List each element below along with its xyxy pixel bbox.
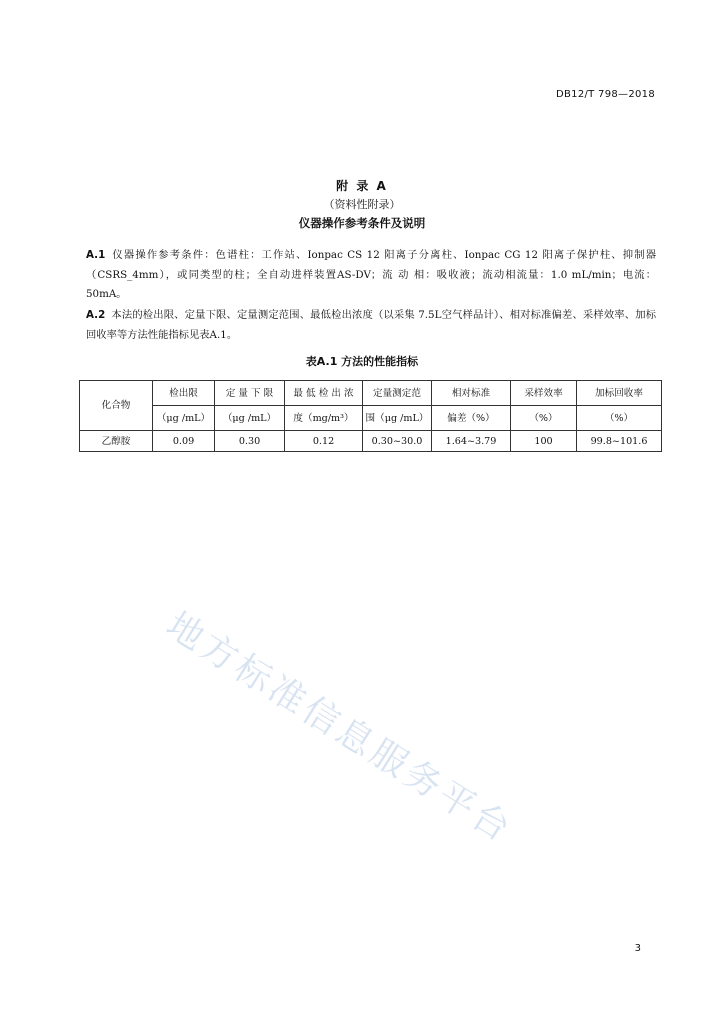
header-unit-cell: （μg /mL） (215, 406, 285, 431)
appendix-type: （资料性附录） (323, 198, 401, 211)
table-cell: 99.8~101.6 (577, 431, 662, 452)
header-cell: 检出限 (153, 381, 215, 406)
table-row (80, 431, 662, 452)
header-cell: 定 量 下 限 (215, 381, 285, 406)
section-text: 仪器操作参考条件：色谱柱：工作站、Ionpac CS 12 阳离子分离柱、Ionpac CG 12 阳离子保护柱、抑制器（CSRS_4mm），或同类型的柱；全自动进样装置AS-DV；流 动 相：吸收液；流动相流量：1.0 mL/min；电流： 50mA。 (86, 249, 656, 300)
page-number: 3 (634, 943, 641, 954)
appendix-title: 仪器操作参考条件及说明 (298, 216, 426, 230)
header-cell: 化合物 (80, 381, 153, 431)
table-cell: 0.30 (215, 431, 285, 452)
table-cell: 100 (511, 431, 577, 452)
table-caption: 表A.1 方法的性能指标 (305, 355, 419, 368)
header-unit-cell: （%） (511, 406, 577, 431)
table-cell: 0.30~30.0 (363, 431, 432, 452)
table-cell: 1.64~3.79 (432, 431, 511, 452)
header-unit-cell: 围（μg /mL） (363, 406, 432, 431)
section-a2 (86, 306, 656, 345)
table-header-row (80, 381, 662, 406)
header-unit-cell: （μg /mL） (153, 406, 215, 431)
performance-table (79, 380, 662, 452)
header-cell: 采样效率 (511, 381, 577, 406)
header-cell: 定量测定范 (363, 381, 432, 406)
section-a1 (86, 246, 656, 305)
section-number: A.1 (86, 249, 106, 261)
table-cell: 乙醇胺 (80, 431, 153, 452)
header-cell: 加标回收率 (577, 381, 662, 406)
table-cell: 0.09 (153, 431, 215, 452)
appendix-label: 附 录 A (336, 179, 388, 193)
document-code: DB12/T 798—2018 (556, 89, 655, 100)
section-text: 本法的检出限、定量下限、定量测定范围、最低检出浓度（以采集 7.5L空气样品计）、相对标准偏差、采样效率、加标回收率等方法性能指标见表A.1。 (86, 309, 656, 341)
watermark: 地方标准信息服务平台 (159, 604, 520, 852)
section-number: A.2 (86, 309, 106, 321)
header-unit-cell: 度（mg/m³） (285, 406, 363, 431)
header-cell: 最 低 检 出 浓 (285, 381, 363, 406)
header-unit-cell: （%） (577, 406, 662, 431)
table-header-row (80, 406, 662, 431)
header-unit-cell: 偏差（%） (432, 406, 511, 431)
table-cell: 0.12 (285, 431, 363, 452)
header-cell: 相对标准 (432, 381, 511, 406)
